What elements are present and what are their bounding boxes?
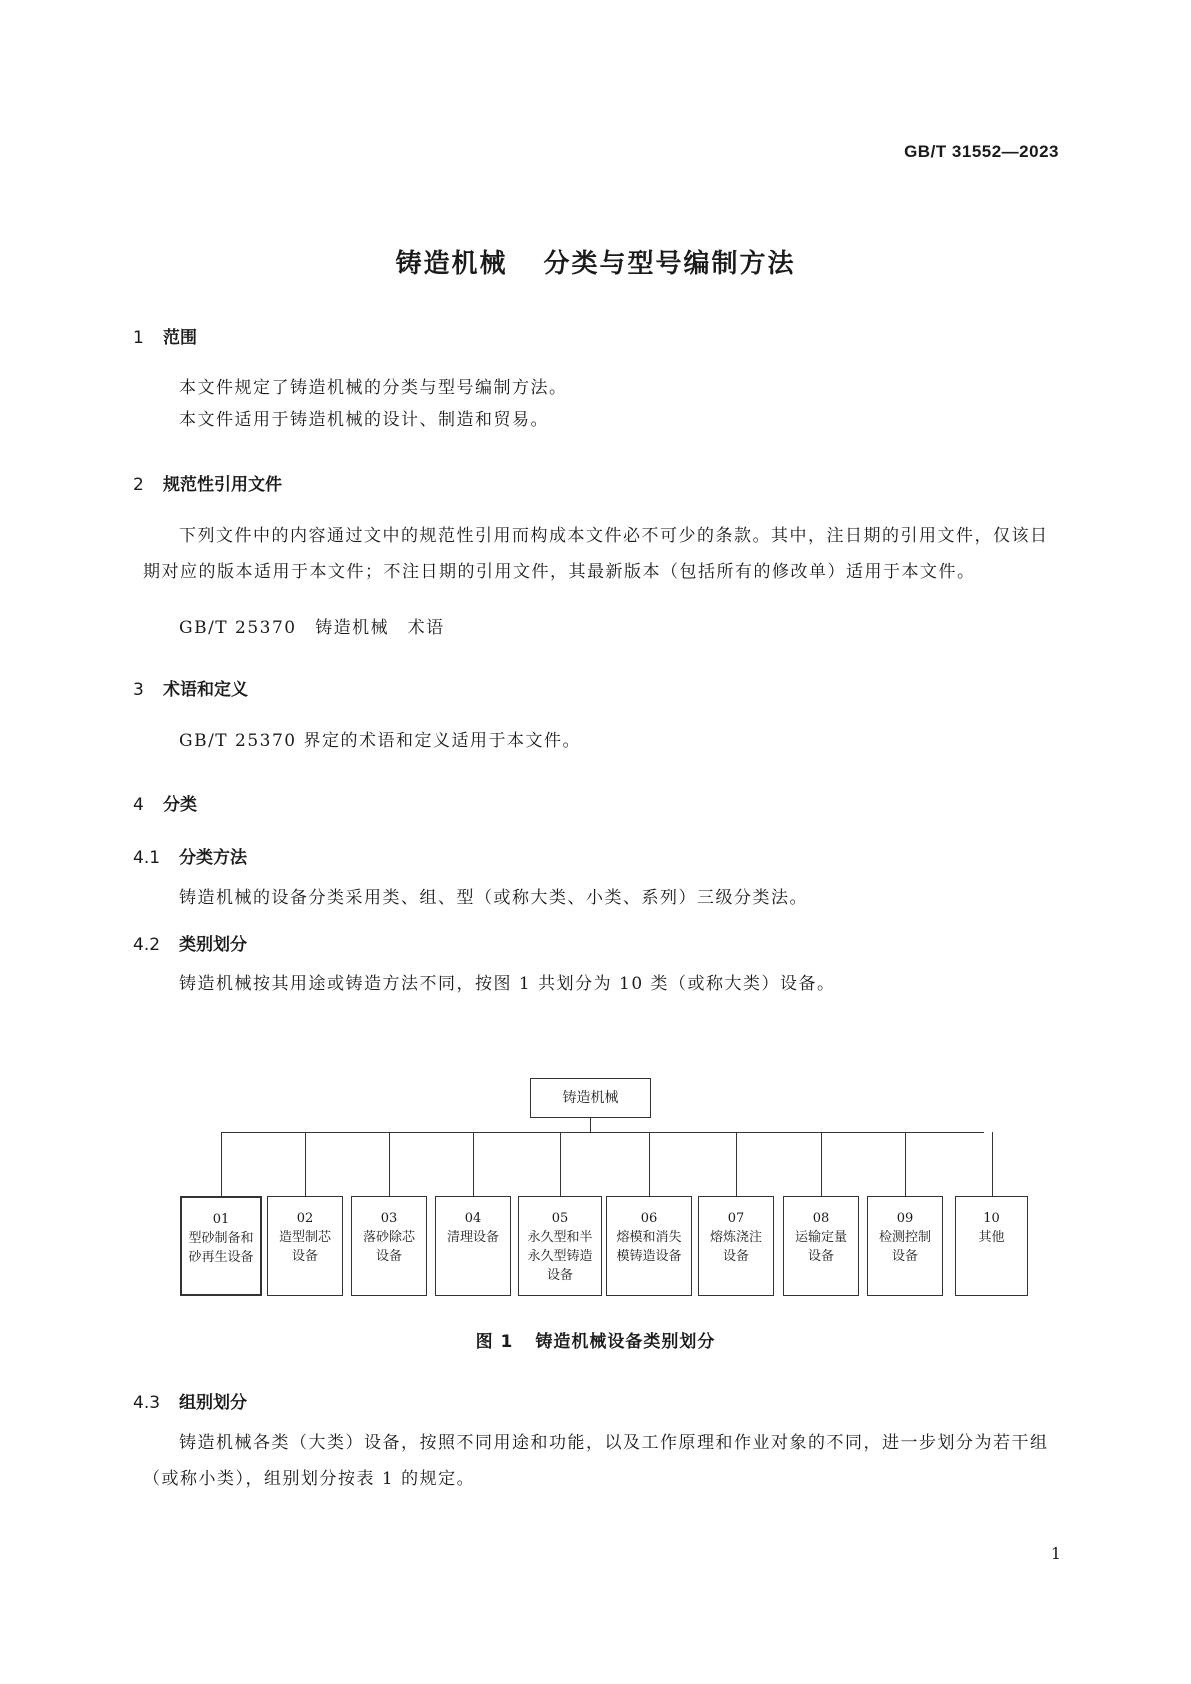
category-code: 04: [464, 1211, 482, 1226]
section-number: 1: [133, 328, 144, 348]
title-part2: 分类与型号编制方法: [543, 249, 796, 279]
category-box-04: [435, 1196, 511, 1296]
diagram-branch-line: [473, 1132, 474, 1196]
diagram-branch-line: [389, 1132, 390, 1196]
category-box-05: [518, 1196, 602, 1296]
diagram-root-box: 铸造机械: [530, 1078, 651, 1118]
diagram-branch-line: [992, 1132, 993, 1196]
category-code: 06: [640, 1211, 658, 1226]
section-title: 范围: [163, 328, 197, 348]
category-code: 01: [212, 1212, 230, 1227]
title-part1: 铸造机械: [395, 249, 508, 279]
section-4-heading: [133, 790, 197, 815]
diagram-connector-vertical: [590, 1118, 591, 1132]
section-title: 组别划分: [179, 1393, 247, 1413]
category-code: 08: [812, 1211, 830, 1226]
standard-number: GB/T 31552—2023: [904, 142, 1059, 161]
category-code: 02: [296, 1211, 314, 1226]
document-title: [0, 243, 1191, 280]
figure-caption-text: 铸造机械设备类别划分: [535, 1332, 716, 1352]
section-1-p1: 本文件规定了铸造机械的分类与型号编制方法。: [179, 378, 568, 398]
section-number: 2: [133, 475, 144, 495]
category-box-08: [783, 1196, 859, 1296]
diagram-branch-line: [649, 1132, 650, 1196]
section-title: 术语和定义: [163, 680, 248, 700]
section-title: 规范性引用文件: [163, 475, 282, 495]
category-label: 运输定量设备: [794, 1230, 847, 1264]
figure-caption: [0, 1327, 1191, 1352]
section-4-1-p1: 铸造机械的设备分类采用类、组、型（或称大类、小类、系列）三级分类法。: [179, 888, 808, 908]
category-label: 造型制芯设备: [278, 1230, 331, 1264]
page-number: 1: [1050, 1544, 1061, 1563]
category-label: 落砂除芯设备: [362, 1230, 415, 1264]
section-number: 4.2: [133, 935, 161, 955]
category-box-07: [698, 1196, 774, 1296]
category-label: 检测控制设备: [878, 1230, 931, 1264]
category-label: 其他: [978, 1230, 1005, 1245]
category-code: 10: [983, 1211, 1000, 1226]
category-label: 清理设备: [446, 1230, 499, 1245]
category-code: 09: [896, 1211, 914, 1226]
diagram-branch-line: [560, 1132, 561, 1196]
category-label: 熔炼浇注设备: [709, 1230, 762, 1264]
section-2-p1: 下列文件中的内容通过文中的规范性引用而构成本文件必不可少的条款。其中，注日期的引用文件，仅该日期对应的版本适用于本文件；不注日期的引用文件，其最新版本（包括所有的修改单）适用于本文件。: [143, 526, 1049, 582]
category-box-10: [955, 1196, 1028, 1296]
category-code: 07: [727, 1211, 745, 1226]
diagram-branch-line: [221, 1132, 222, 1196]
diagram-branch-line: [821, 1132, 822, 1196]
diagram-branch-line: [305, 1132, 306, 1196]
section-title: 分类: [163, 795, 197, 815]
section-number: 4.3: [133, 1393, 161, 1413]
section-4-3-heading: [133, 1388, 247, 1413]
diagram-connector-horizontal: [222, 1132, 984, 1133]
section-number: 3: [133, 680, 144, 700]
category-box-03: [351, 1196, 427, 1296]
section-3-heading: [133, 675, 248, 700]
section-4-2-p1: 铸造机械按其用途或铸造方法不同，按图 1 共划分为 10 类（或称大类）设备。: [179, 974, 836, 994]
section-title: 类别划分: [179, 935, 247, 955]
section-title: 分类方法: [179, 848, 247, 868]
category-box-06: [606, 1196, 692, 1296]
category-label: 熔模和消失模铸造设备: [616, 1230, 682, 1264]
section-2-reference: GB/T 25370 铸造机械 术语: [179, 618, 445, 638]
figure-label: 图 1: [475, 1332, 514, 1352]
category-box-01: [180, 1196, 262, 1296]
section-number: 4: [133, 795, 144, 815]
category-box-02: [267, 1196, 343, 1296]
section-4-3-p1: 铸造机械各类（大类）设备，按照不同用途和功能，以及工作原理和作业对象的不同，进一步划分为若干组（或称小类），组别划分按表 1 的规定。: [143, 1433, 1049, 1489]
diagram-branch-line: [736, 1132, 737, 1196]
section-3-p1: GB/T 25370 界定的术语和定义适用于本文件。: [179, 731, 582, 751]
category-code: 05: [551, 1211, 569, 1226]
category-box-09: [867, 1196, 943, 1296]
category-label: 型砂制备和砂再生设备: [188, 1231, 254, 1265]
section-4-1-heading: [133, 843, 247, 868]
section-2-heading: [133, 470, 282, 495]
category-label: 永久型和半永久型铸造设备: [527, 1230, 593, 1283]
category-code: 03: [380, 1211, 398, 1226]
section-4-2-heading: [133, 930, 247, 955]
section-1-p2: 本文件适用于铸造机械的设计、制造和贸易。: [179, 410, 549, 430]
diagram-branch-line: [905, 1132, 906, 1196]
section-1-heading: [133, 323, 197, 348]
section-number: 4.1: [133, 848, 161, 868]
